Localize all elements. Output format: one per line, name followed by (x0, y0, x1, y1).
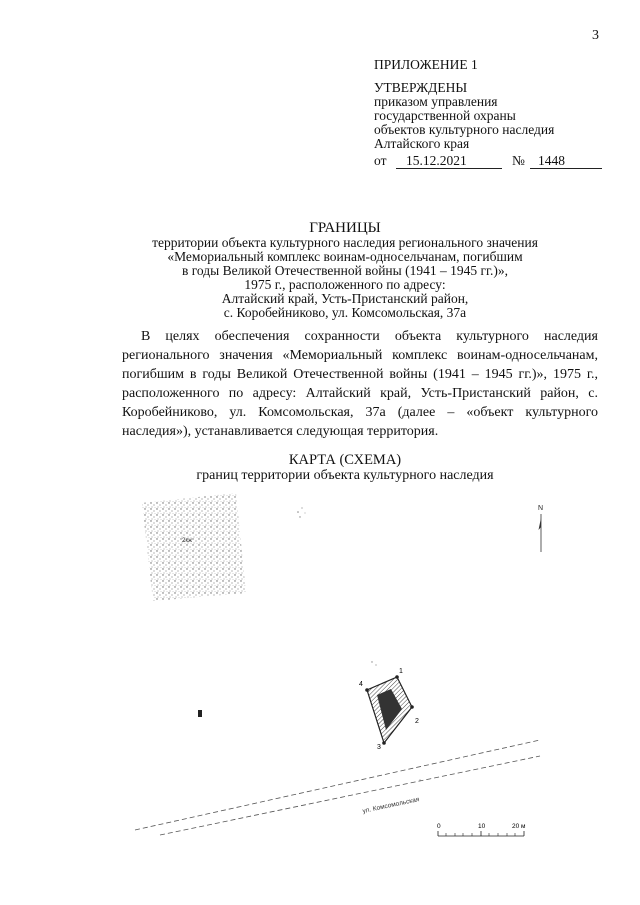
point-label: 1 (399, 668, 403, 675)
map-heading (120, 453, 570, 483)
point-label: 4 (359, 681, 363, 688)
map-scheme (120, 490, 560, 850)
order-date-number-row (374, 152, 565, 170)
street-label: ул. Комсомольская (361, 796, 420, 815)
header-line: «Мемориальный комплекс воинам-односельчанам, погибшим (167, 249, 523, 264)
scale-label: 0 (437, 823, 441, 830)
north-label: N (538, 505, 544, 512)
scale-bar (437, 823, 526, 836)
header-line: в годы Великой Отечественной войны (1941 – 1945 гг.)», (181, 263, 509, 278)
approval-line: Алтайского края (374, 136, 470, 151)
map-title: КАРТА (СХЕМА) (288, 452, 402, 468)
approved-label: УТВЕРЖДЕНЫ (374, 80, 468, 95)
document-header (120, 221, 570, 320)
date-prefix: от (374, 153, 387, 168)
document-title: ГРАНИЦЫ (309, 220, 381, 236)
street-lines (135, 740, 540, 835)
point-label: 3 (377, 744, 381, 751)
date-underline (396, 168, 502, 169)
site-marker (198, 710, 202, 717)
building-area (142, 493, 246, 601)
approval-line: приказом управления (374, 94, 498, 109)
site-boundary (359, 668, 419, 751)
building-label: 2кж (182, 538, 192, 544)
scale-label: 10 (478, 823, 486, 830)
number-underline (530, 168, 602, 169)
approval-line: объектов культурного наследия (374, 122, 555, 137)
approval-line: государственной охраны (374, 108, 516, 123)
approval-block (374, 57, 565, 170)
page-number: 3 (592, 28, 599, 43)
north-arrow-icon (538, 505, 543, 552)
header-line: с. Коробейниково, ул. Комсомольская, 37а (223, 305, 467, 320)
body-paragraph: В целях обеспечения сохранности объекта культурного наследия регионального значения «Мемориальный комплекс воинам-односельчанам, погибшим в годы Великой Отечественной войны (1941 – 1945 гг.)», 1975 г., расположенного по адресу: Алтайский край, Усть-Пристанский район, с. Коробейниково, ул. Комсомольская, 37а (далее – «объект культурного наследия»), устанавливается следующая территория. (122, 329, 598, 439)
order-date: 15.12.2021 (406, 153, 467, 168)
header-line: территории объекта культурного наследия регионального значения (152, 235, 538, 250)
scale-label: 20 м (512, 823, 526, 830)
map-speckle-marks (297, 507, 420, 780)
point-label: 2 (415, 718, 419, 725)
order-number: 1448 (538, 153, 565, 168)
appendix-label: ПРИЛОЖЕНИЕ 1 (374, 57, 478, 72)
header-line: 1975 г., расположенного по адресу: (244, 277, 446, 292)
map-subtitle: границ территории объекта культурного наследия (196, 468, 494, 483)
number-prefix: № (512, 153, 525, 168)
header-line: Алтайский край, Усть-Пристанский район, (221, 291, 469, 306)
